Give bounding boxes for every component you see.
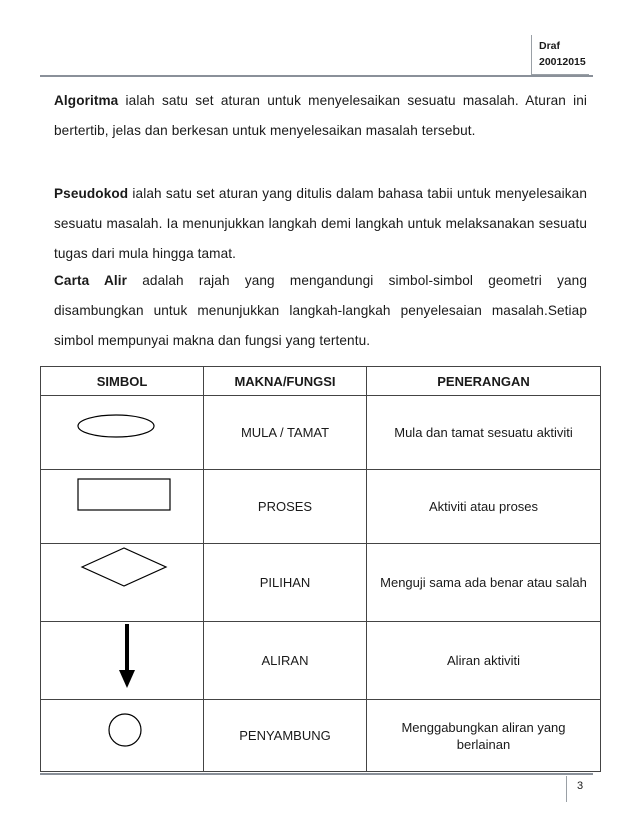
header-makna: MAKNA/FUNGSI: [204, 367, 367, 396]
oval-icon: [41, 396, 204, 466]
term-carta-alir: Carta Alir: [54, 273, 128, 288]
symbol-cell: [41, 396, 204, 470]
paragraph-algoritma: [54, 86, 587, 146]
draft-label-box: [531, 35, 589, 75]
term-pseudokod: Pseudokod: [54, 186, 129, 201]
table-row: [41, 396, 601, 470]
term-algoritma: Algoritma: [54, 93, 119, 108]
arrow-down-icon: [41, 622, 204, 696]
paragraph-carta-alir: [54, 266, 587, 356]
paragraph-pseudokod: [54, 179, 587, 269]
symbol-cell: [41, 470, 204, 544]
definition-carta-alir: adalah rajah yang mengandungi simbol-simbol geometri yang disambungkan untuk menunjukkan langkah-langkah penyelesaian masalah.Setiap simbol mempunyai makna dan fungsi yang tertentu.: [54, 273, 587, 348]
makna-cell: PROSES: [204, 470, 367, 544]
makna-cell: PENYAMBUNG: [204, 700, 367, 772]
table-row: [41, 622, 601, 700]
draft-code: 20012015: [539, 56, 586, 68]
table-row: [41, 470, 601, 544]
symbol-cell: [41, 622, 204, 700]
diamond-icon: [41, 544, 204, 618]
table-header-row: [41, 367, 601, 396]
draft-label: Draf: [539, 40, 561, 52]
page-number: 3: [566, 776, 590, 802]
penerangan-cell: Aktiviti atau proses: [367, 470, 601, 544]
makna-cell: PILIHAN: [204, 544, 367, 622]
footer-divider: [40, 773, 593, 775]
symbol-cell: [41, 700, 204, 772]
penerangan-cell: Mula dan tamat sesuatu aktiviti: [367, 396, 601, 470]
table-row: [41, 544, 601, 622]
header-penerangan: PENERANGAN: [367, 367, 601, 396]
circle-icon: [41, 700, 204, 768]
header-divider: [40, 75, 593, 77]
makna-cell: MULA / TAMAT: [204, 396, 367, 470]
header-simbol: SIMBOL: [41, 367, 204, 396]
definition-pseudokod: ialah satu set aturan yang ditulis dalam bahasa tabii untuk menyelesaikan sesuatu masalah. Ia menunjukkan langkah demi langkah untuk melaksanakan sesuatu tugas dari mula hingga tamat.: [54, 186, 587, 261]
symbol-cell: [41, 544, 204, 622]
table-row: [41, 700, 601, 772]
rectangle-icon: [41, 470, 204, 540]
penerangan-cell: Menguji sama ada benar atau salah: [367, 544, 601, 622]
flowchart-symbol-table: [40, 366, 601, 772]
makna-cell: ALIRAN: [204, 622, 367, 700]
penerangan-cell: Aliran aktiviti: [367, 622, 601, 700]
penerangan-cell: Menggabungkan aliran yang berlainan: [367, 700, 601, 772]
definition-algoritma: ialah satu set aturan untuk menyelesaikan sesuatu masalah. Aturan ini bertertib, jelas dan berkesan untuk menyelesaikan masalah tersebut.: [54, 93, 587, 138]
